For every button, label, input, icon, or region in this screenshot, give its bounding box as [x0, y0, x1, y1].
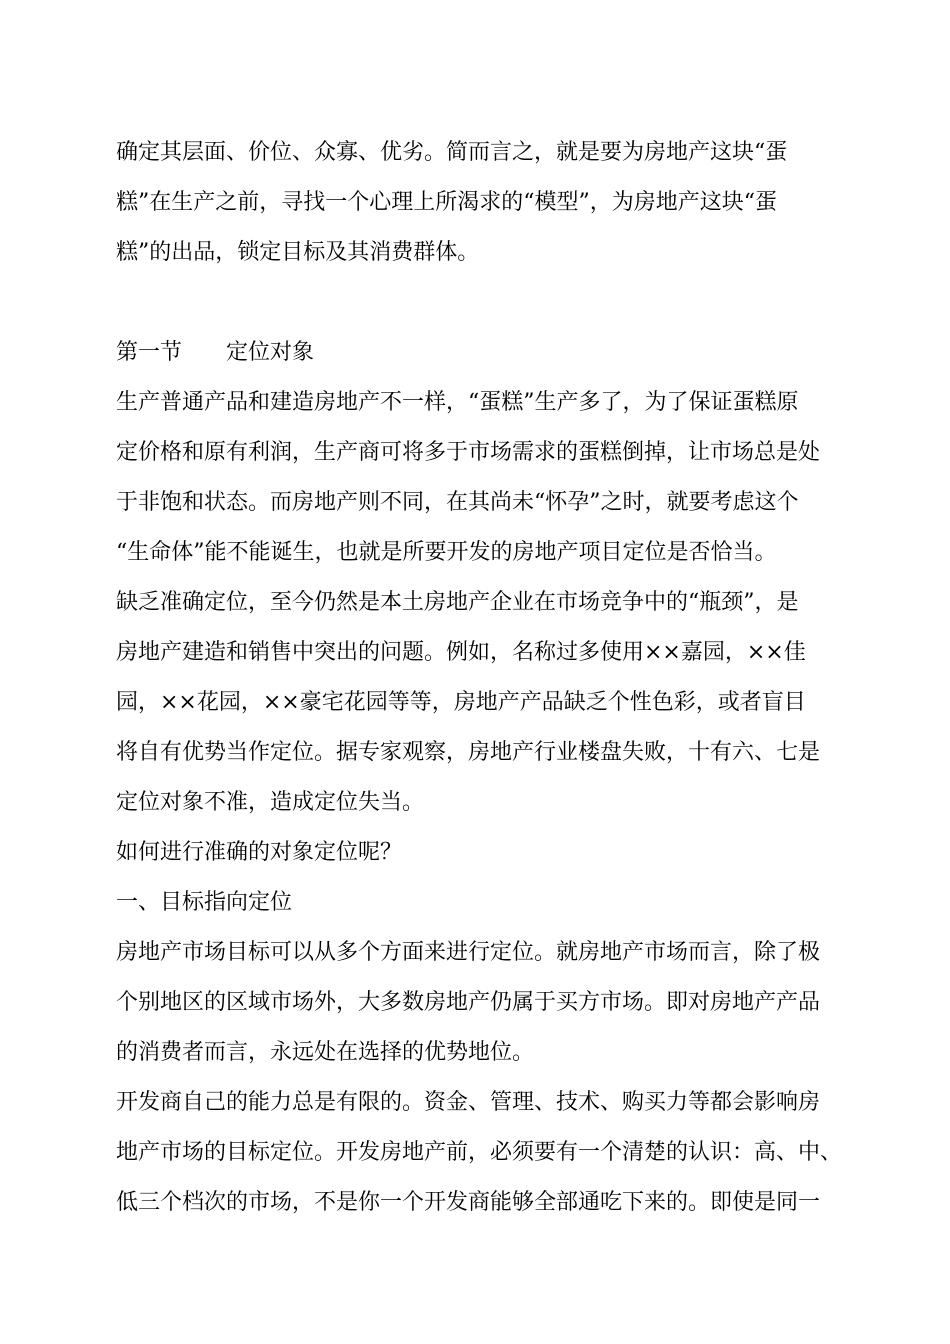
paragraph-line: 房地产市场目标可以从多个方面来进行定位。就房地产市场而言，除了极 — [116, 940, 821, 965]
paragraph-line: 于非饱和状态。而房地产则不同，在其尚未“怀孕”之时，就要考虑这个 — [116, 490, 799, 515]
section-heading — [116, 328, 851, 378]
paragraph-line: 将自有优势当作定位。据专家观察，房地产行业楼盘失败，十有六、七是 — [116, 740, 821, 765]
section-title: 定位对象 — [226, 340, 315, 365]
paragraph-line: 园，××花园，××豪宅花园等等，房地产产品缺乏个性色彩，或者盲目 — [116, 690, 806, 715]
question-line: 如何进行准确的对象定位呢？ — [116, 840, 403, 865]
subheading: 一、目标指向定位 — [116, 890, 293, 915]
paragraph-line: 开发商自己的能力总是有限的。资金、管理、技术、购买力等都会影响房 — [116, 1090, 821, 1115]
paragraph-line: 定位对象不准，造成定位失当。 — [116, 790, 425, 815]
paragraph-line: 定价格和原有利润，生产商可将多于市场需求的蛋糕倒掉，让市场总是处 — [116, 440, 821, 465]
paragraph-line: 的消费者而言，永远处在选择的优势地位。 — [116, 1040, 535, 1065]
paragraph-line: 低三个档次的市场，不是你一个开发商能够全部通吃下来的。即使是同一 — [116, 1190, 821, 1215]
paragraph-line: 糕”的出品，锁定目标及其消费群体。 — [116, 240, 480, 265]
section-number: 第一节 — [116, 340, 183, 365]
paragraph-line: 个别地区的区域市场外，大多数房地产仍属于买方市场。即对房地产产品 — [116, 990, 821, 1015]
paragraph-line: “生命体”能不能诞生，也就是所要开发的房地产项目定位是否恰当。 — [116, 540, 777, 565]
blank-line — [116, 278, 851, 328]
paragraph-line: 糕”在生产之前，寻找一个心理上所渴求的“模型”，为房地产这块“蛋 — [116, 190, 777, 215]
paragraph-line: 地产市场的目标定位。开发房地产前，必须要有一个清楚的认识：高、中、 — [116, 1140, 843, 1165]
paragraph-line: 房地产建造和销售中突出的问题。例如，名称过多使用××嘉园，××佳 — [116, 640, 806, 665]
paragraph-line: 缺乏准确定位，至今仍然是本土房地产企业在市场竞争中的“瓶颈”，是 — [116, 590, 799, 615]
paragraph-line: 生产普通产品和建造房地产不一样，“蛋糕”生产多了，为了保证蛋糕原 — [116, 390, 799, 415]
paragraph-line: 确定其层面、价位、众寡、优劣。简而言之，就是要为房地产这块“蛋 — [116, 140, 788, 165]
document-body — [116, 128, 851, 1228]
